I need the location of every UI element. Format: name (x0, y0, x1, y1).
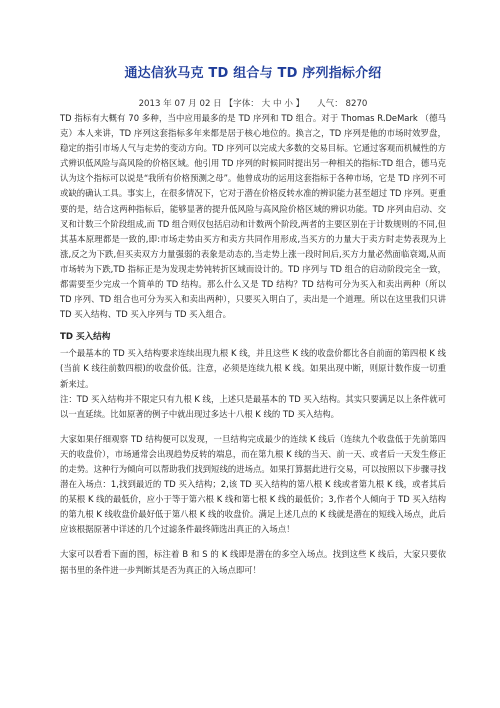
section-paragraph-1: 一个最基本的 TD 买入结构要求连续出现九根 K 线，并且这些 K 线的收盘价都比各自前面的第四根 K 线(当前 K 线往前数四根)的收盘价低。注意，必须是连续九根 K 线。如果出现中断，则原计数作废一切重新来过。 (60, 348, 446, 389)
font-size-label: 【字体： (224, 99, 259, 109)
section-heading: TD 买入结构 (60, 332, 111, 343)
section-paragraph-3: 大家如果仔细观察 TD 结构便可以发现，一旦结构完成最少的连续 K 线后（连续九个收盘低于先前第四天的收盘价），市场通常会出现趋势反转的端息，而在第九根 K 线的当天、前一天、或者后一天发生修正的走势。这种行为倾向可以帮助我们找到短线的进场点。如果打算据此进行交易，可以按照以下步骤寻找潜在入场点：1,找到最近的 TD 买入结构；2,该 TD 买入结构的第八根 K 线或者第九根 K 线，或者其后的某根 K 线的最低价，应小于等于第六根 K 线和第七根 K 线的最低价；3,作者个人倾向于 TD 买入结构的第九根 K 线收盘价最好低于第八根 K 线的收盘价。满足上述几点的 K 线就是潜在的短线入场点，此后应该根据原著中详述的几个过滤条件最终筛选出真正的入场点！ (60, 433, 446, 535)
views-count: 8270 (345, 99, 368, 109)
article-meta (60, 97, 446, 109)
views-label: 人气： (317, 99, 343, 109)
font-size-large-link[interactable]: 大 (261, 99, 271, 109)
section-paragraph-4: 大家可以看看下面的图，标注着 B 和 S 的 K 线即是潜在的多空入场点。找到这些 K 线后，大家只要依据书里的条件进一步判断其是否为真正的入场点即可！ (60, 549, 446, 575)
article-title: 通达信狄马克 TD 组合与 TD 序列指标介绍 (124, 66, 382, 81)
section-paragraph-2: 注：TD 买入结构并不限定只有九根 K 线，上述只是最基本的 TD 买入结构。其实只要满足以上条件就可以一直延续。比如原著的例子中就出现过多达十八根 K 线的 TD 买入结构。 (60, 393, 446, 419)
intro-paragraph: TD 指标有大概有 70 多种，当中应用最多的是 TD 序列和 TD 组合。对于 Thomas R.DeMark （德马克）本人来讲，TD 序列这套指标多年来都是居于核心地位的。换言之，TD 序列是他的市场时效罗盘，稳定的指引市场人气与走势的变动方向。TD 序列可以完成大多数的交易目标。它通过客观而机械性的方式辨识低风险与高风险的价格区域。他引用 TD 序列的时候同时提出另一种相关的指标:TD 组合，德马克认为这个指标可以说是“我所有价格预测之母”。他曾成功的运用这套指标于各种市场，它是 TD 序列不可或缺的确认工具。事实上，在很多情况下，它对于潜在价格反转水准的辨识能力甚至超过 TD 序列。更重要的是，结合这两种指标后，能够显著的提升低风险与高风险价格区域的辨识功能。TD 序列由启动、交叉和计数三个阶段组成,而 TD 组合则仅包括启动和计数两个阶段,两者的主要区别在于计数规则的不同,但其基本原理都是一致的,即:市场走势由买方和卖方共同作用形成,当买方的力量大于卖方时走势表现为上涨,反之为下跌,但买卖双方力量强弱的表象是动态的,当走势上涨一段时间后,买方力量必然面临衰竭,从而市场转为下跌,TD 指标正是为发现走势钝转折区域而设计的。TD 序列与 TD 组合的启动阶段完全一致，都需要至少完成一个简单的 TD 结构。那么什么又是 TD 结构？TD 结构可分为买入和卖出两种（所以 TD 序列、TD 组合也可分为买入和卖出两种），只要买入明白了，卖出是一个道理。所以在这里我们只讲 TD 买入结构、TD 买入序列与 TD 买入组合。 (60, 113, 446, 320)
publish-date: 2013 年 07 月 02 日 (138, 99, 222, 109)
font-size-medium-link[interactable]: 中 (272, 99, 282, 109)
font-size-small-link[interactable]: 小 (284, 99, 293, 109)
font-size-close: 】 (295, 99, 305, 109)
